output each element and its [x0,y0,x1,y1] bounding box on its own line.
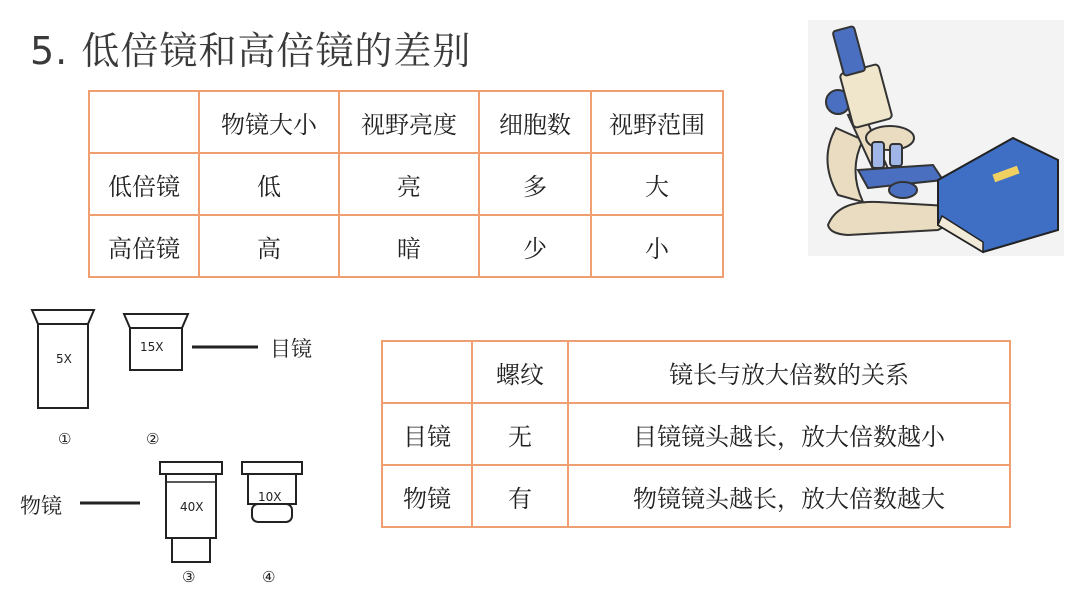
microscope-illustration [808,20,1064,256]
table-cell: 暗 [339,215,479,277]
table-row [89,215,723,277]
lens-mark: 5X [56,352,72,366]
row-label: 高倍镜 [89,215,199,277]
table-cell: 目镜镜头越长，放大倍数越小 [568,403,1010,465]
table-row [89,153,723,215]
table-header-row [382,341,1010,403]
table-header-cell: 视野范围 [591,91,723,153]
table-header-cell: 视野亮度 [339,91,479,153]
table-cell: 高 [199,215,339,277]
page-title: 5. 低倍镜和高倍镜的差别 [30,29,472,73]
table-cell: 低 [199,153,339,215]
lens-mark: 10X [258,490,282,504]
lens-number: ③ [182,568,196,586]
lens-number: ② [146,430,160,448]
row-label: 低倍镜 [89,153,199,215]
table-row [382,465,1010,527]
lens-number: ① [58,430,72,448]
lens-number: ④ [262,568,276,586]
table-cell: 小 [591,215,723,277]
table-cell: 物镜镜头越长，放大倍数越大 [568,465,1010,527]
table-cell: 无 [472,403,568,465]
lens-mark: 40X [180,500,204,514]
table-header-row [89,91,723,153]
comparison-table [88,90,724,278]
table-cell: 有 [472,465,568,527]
objective-label: 物镜 [20,494,62,518]
lens-mark: 15X [140,340,164,354]
eyepiece-pointer-line [192,344,260,350]
table-row [382,403,1010,465]
table-header-cell [89,91,199,153]
table-header-cell: 物镜大小 [199,91,339,153]
table-cell: 大 [591,153,723,215]
eyepiece-label: 目镜 [270,337,312,361]
table-header-cell: 镜长与放大倍数的关系 [568,341,1010,403]
row-label: 目镜 [382,403,472,465]
table-header-cell: 螺纹 [472,341,568,403]
table-cell: 多 [479,153,591,215]
objective-pointer-line [80,500,142,506]
row-label: 物镜 [382,465,472,527]
table-cell: 亮 [339,153,479,215]
table-header-cell [382,341,472,403]
table-cell: 少 [479,215,591,277]
lens-relation-table [381,340,1011,528]
table-header-cell: 细胞数 [479,91,591,153]
